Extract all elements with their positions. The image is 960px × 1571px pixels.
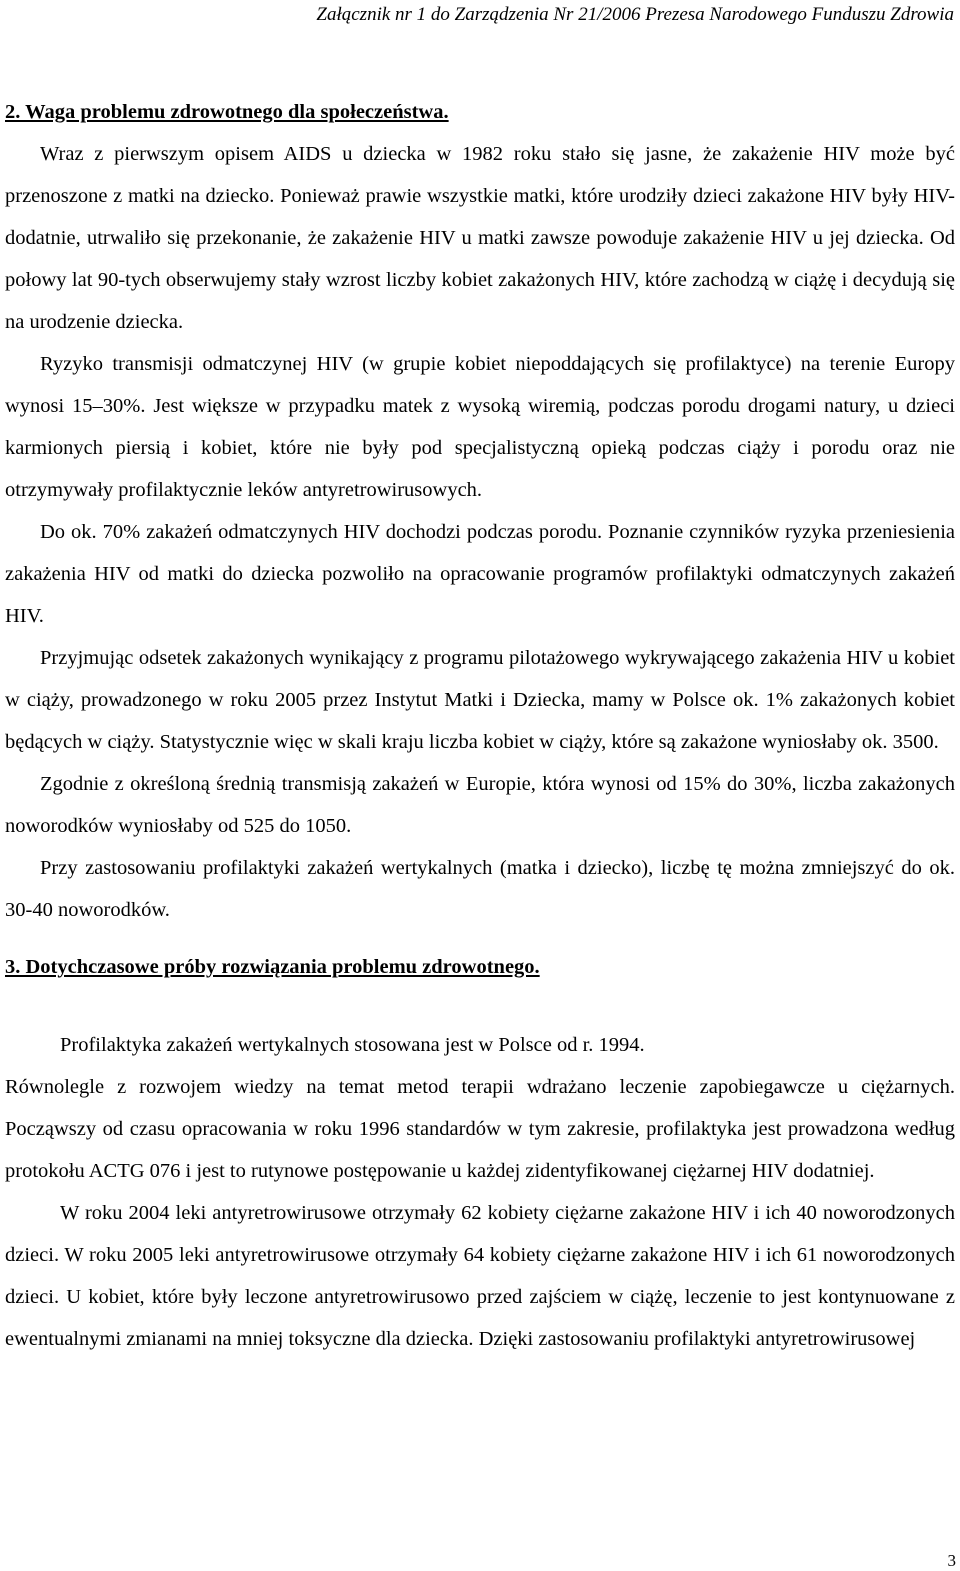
section-3-heading: 3. Dotychczasowe próby rozwiązania problemu zdrowotnego. bbox=[5, 956, 540, 978]
paragraph: Przyjmując odsetek zakażonych wynikający z programu pilotażowego wykrywającego zakażenia HIV u kobiet w ciąży, prowadzonego w roku 2005 przez Instytut Matki i Dziecka, mamy w Polsce ok. 1% zakażonych kobiet będących w ciąży. Statystycznie więc w skali kraju liczba kobiet w ciąży, które są zakażone wyniosłaby ok. 3500. bbox=[5, 647, 955, 753]
paragraph: Równolegle z rozwojem wiedzy na temat metod terapii wdrażano leczenie zapobiegawcze u ciężarnych. Począwszy od czasu opracowania w roku 1996 standardów w tym zakresie, profilaktyka jest prowadzona według protokołu ACTG 076 i jest to rutynowe postępowanie u każdej zidentyfikowanej ciężarnej HIV dodatniej. bbox=[5, 1076, 955, 1182]
paragraph: Do ok. 70% zakażeń odmatczynych HIV dochodzi podczas porodu. Poznanie czynników ryzyka przeniesienia zakażenia HIV od matki do dziecka pozwoliło na opracowanie programów profilaktyki odmatczynych zakażeń HIV. bbox=[5, 521, 955, 627]
section-2-heading: 2. Waga problemu zdrowotnego dla społeczeństwa. bbox=[5, 101, 449, 123]
paragraph: Wraz z pierwszym opisem AIDS u dziecka w 1982 roku stało się jasne, że zakażenie HIV może być przenoszone z matki na dziecko. Ponieważ prawie wszystkie matki, które urodziły dzieci zakażone HIV były HIV-dodatnie, utrwaliło się przekonanie, że zakażenie HIV u matki zawsze powoduje zakażenie HIV u jej dziecka. Od połowy lat 90-tych obserwujemy stały wzrost liczby kobiet zakażonych HIV, które zachodzą w ciążę i decydują się na urodzenie dziecka. bbox=[5, 143, 955, 333]
paragraph: Ryzyko transmisji odmatczynej HIV (w grupie kobiet niepoddających się profilaktyce) na terenie Europy wynosi 15–30%. Jest większe w przypadku matek z wysoką wiremią, podczas porodu drogami natury, u dzieci karmionych piersią i kobiet, które nie były pod specjalistyczną opieką podczas ciąży i porodu oraz nie otrzymywały profilaktycznie leków antyretrowirusowych. bbox=[5, 353, 955, 501]
page-header: Załącznik nr 1 do Zarządzenia Nr 21/2006 Prezesa Narodowego Funduszu Zdrowia bbox=[316, 4, 954, 25]
document-body bbox=[5, 91, 955, 1360]
paragraph: Przy zastosowaniu profilaktyki zakażeń wertykalnych (matka i dziecko), liczbę tę można zmniejszyć do ok. 30-40 noworodków. bbox=[5, 857, 955, 921]
paragraph: Profilaktyka zakażeń wertykalnych stosowana jest w Polsce od r. 1994. bbox=[60, 1034, 645, 1056]
paragraph: Zgodnie z określoną średnią transmisją zakażeń w Europie, która wynosi od 15% do 30%, liczba zakażonych noworodków wyniosłaby od 525 do 1050. bbox=[5, 773, 955, 837]
paragraph: W roku 2004 leki antyretrowirusowe otrzymały 62 kobiety ciężarne zakażone HIV i ich 40 noworodzonych dzieci. W roku 2005 leki antyretrowirusowe otrzymały 64 kobiety ciężarne zakażone HIV i ich 61 noworodzonych dzieci. U kobiet, które były leczone antyretrowirusowo przed zajściem w ciążę, leczenie to jest kontynuowane z ewentualnymi zmianami na mniej toksyczne dla dziecka. Dzięki zastosowaniu profilaktyki antyretrowirusowej bbox=[5, 1202, 955, 1350]
page-number: 3 bbox=[947, 1551, 956, 1570]
